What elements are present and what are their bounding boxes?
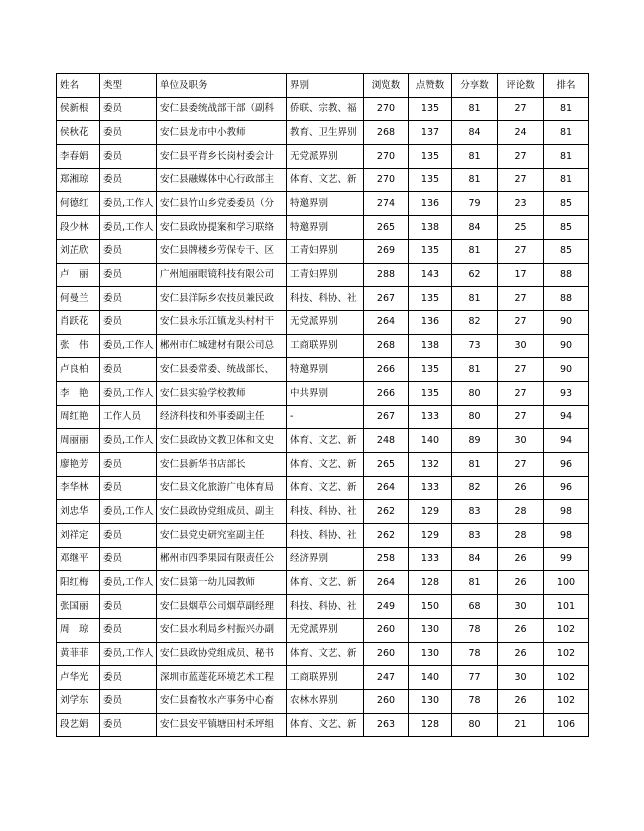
cell-sector: 经济界别 [287, 547, 364, 571]
cell-sector: 工青妇界别 [287, 263, 364, 287]
cell-type: 委员,工作人 [100, 192, 157, 216]
table-row [57, 547, 589, 571]
cell-name: 李 艳 [57, 381, 100, 405]
table-row [57, 595, 589, 619]
cell-name: 刘芷欣 [57, 239, 100, 263]
cell-unit-position: 安仁县龙市中小教师 [157, 121, 287, 145]
table-row [57, 642, 589, 666]
cell-rank: 90 [544, 310, 589, 334]
cell-sector: 科技、科协、社 [287, 287, 364, 311]
cell-likes: 130 [409, 689, 452, 713]
cell-comments: 26 [498, 618, 544, 642]
cell-comments: 27 [498, 358, 544, 382]
cell-shares: 81 [452, 168, 498, 192]
table-row [57, 192, 589, 216]
cell-views: 264 [364, 310, 409, 334]
cell-unit-position: 安仁县政协党组成员、秘书 [157, 642, 287, 666]
cell-sector: 体育、文艺、新 [287, 713, 364, 737]
cell-views: 268 [364, 121, 409, 145]
cell-sector: 科技、科协、社 [287, 500, 364, 524]
table-row [57, 358, 589, 382]
cell-rank: 94 [544, 429, 589, 453]
table-row [57, 97, 589, 121]
cell-type: 委员 [100, 287, 157, 311]
cell-unit-position: 深圳市蓝莲花环境艺术工程 [157, 666, 287, 690]
cell-type: 委员 [100, 239, 157, 263]
cell-unit-position: 安仁县委常委、统战部长、 [157, 358, 287, 382]
cell-comments: 30 [498, 429, 544, 453]
cell-unit-position: 安仁县平背乡长岗村委会计 [157, 145, 287, 169]
cell-views: 288 [364, 263, 409, 287]
cell-name: 张国丽 [57, 595, 100, 619]
cell-sector: - [287, 405, 364, 429]
cell-sector: 无党派界别 [287, 310, 364, 334]
cell-shares: 80 [452, 713, 498, 737]
cell-shares: 68 [452, 595, 498, 619]
cell-unit-position: 郴州市四季果园有限责任公 [157, 547, 287, 571]
cell-sector: 中共界别 [287, 381, 364, 405]
cell-views: 270 [364, 145, 409, 169]
cell-comments: 26 [498, 547, 544, 571]
table-row [57, 145, 589, 169]
cell-rank: 93 [544, 381, 589, 405]
cell-sector: 特邀界别 [287, 358, 364, 382]
cell-rank: 81 [544, 121, 589, 145]
cell-likes: 133 [409, 476, 452, 500]
header-comments: 评论数 [498, 74, 544, 98]
cell-shares: 84 [452, 216, 498, 240]
cell-comments: 26 [498, 571, 544, 595]
cell-unit-position: 安仁县安平镇塘田村禾坪组 [157, 713, 287, 737]
cell-likes: 135 [409, 145, 452, 169]
header-unit-position: 单位及职务 [157, 74, 287, 98]
cell-likes: 133 [409, 405, 452, 429]
cell-views: 260 [364, 642, 409, 666]
cell-type: 委员 [100, 453, 157, 477]
cell-rank: 81 [544, 168, 589, 192]
cell-views: 266 [364, 358, 409, 382]
cell-unit-position: 安仁县政协提案和学习联络 [157, 216, 287, 240]
cell-type: 委员,工作人 [100, 500, 157, 524]
cell-comments: 25 [498, 216, 544, 240]
cell-comments: 27 [498, 310, 544, 334]
table-row [57, 713, 589, 737]
cell-rank: 101 [544, 595, 589, 619]
cell-unit-position: 安仁县委统战部干部（副科 [157, 97, 287, 121]
cell-sector: 特邀界别 [287, 192, 364, 216]
cell-type: 委员 [100, 595, 157, 619]
cell-shares: 77 [452, 666, 498, 690]
cell-likes: 135 [409, 358, 452, 382]
cell-shares: 89 [452, 429, 498, 453]
cell-type: 委员 [100, 263, 157, 287]
cell-shares: 79 [452, 192, 498, 216]
cell-name: 卢 丽 [57, 263, 100, 287]
cell-views: 247 [364, 666, 409, 690]
cell-likes: 138 [409, 216, 452, 240]
cell-shares: 83 [452, 524, 498, 548]
cell-type: 委员,工作人 [100, 334, 157, 358]
cell-likes: 143 [409, 263, 452, 287]
cell-rank: 102 [544, 689, 589, 713]
cell-name: 周红艳 [57, 405, 100, 429]
table-row [57, 121, 589, 145]
cell-type: 委员,工作人 [100, 571, 157, 595]
cell-shares: 83 [452, 500, 498, 524]
cell-likes: 135 [409, 168, 452, 192]
cell-unit-position: 安仁县牌楼乡劳保专干、区 [157, 239, 287, 263]
cell-likes: 138 [409, 334, 452, 358]
table-row [57, 524, 589, 548]
table-row [57, 287, 589, 311]
cell-name: 刘学东 [57, 689, 100, 713]
cell-unit-position: 安仁县竹山乡党委委员（分 [157, 192, 287, 216]
cell-comments: 28 [498, 524, 544, 548]
cell-rank: 81 [544, 145, 589, 169]
cell-likes: 136 [409, 310, 452, 334]
cell-shares: 82 [452, 476, 498, 500]
cell-name: 廖艳芳 [57, 453, 100, 477]
table-row [57, 168, 589, 192]
cell-sector: 教育、卫生界别 [287, 121, 364, 145]
cell-name: 段艺娟 [57, 713, 100, 737]
ranking-sheet [56, 73, 589, 737]
table-row [57, 216, 589, 240]
cell-shares: 81 [452, 145, 498, 169]
cell-views: 264 [364, 571, 409, 595]
cell-likes: 140 [409, 666, 452, 690]
cell-type: 委员 [100, 547, 157, 571]
cell-unit-position: 安仁县洋际乡农技员兼民政 [157, 287, 287, 311]
cell-shares: 81 [452, 239, 498, 263]
cell-shares: 82 [452, 310, 498, 334]
cell-comments: 24 [498, 121, 544, 145]
cell-rank: 94 [544, 405, 589, 429]
cell-rank: 81 [544, 97, 589, 121]
cell-comments: 27 [498, 239, 544, 263]
cell-views: 265 [364, 453, 409, 477]
cell-likes: 135 [409, 239, 452, 263]
cell-name: 卢华光 [57, 666, 100, 690]
cell-likes: 135 [409, 97, 452, 121]
table-row [57, 453, 589, 477]
header-type: 类型 [100, 74, 157, 98]
cell-comments: 17 [498, 263, 544, 287]
cell-sector: 农林水界别 [287, 689, 364, 713]
cell-views: 260 [364, 689, 409, 713]
cell-comments: 28 [498, 500, 544, 524]
cell-unit-position: 经济科技和外事委副主任 [157, 405, 287, 429]
cell-name: 邓继平 [57, 547, 100, 571]
cell-shares: 84 [452, 547, 498, 571]
table-row [57, 429, 589, 453]
cell-views: 248 [364, 429, 409, 453]
cell-shares: 81 [452, 571, 498, 595]
cell-rank: 90 [544, 334, 589, 358]
cell-name: 何德红 [57, 192, 100, 216]
cell-unit-position: 安仁县永乐江镇龙头村村干 [157, 310, 287, 334]
table-header-row [57, 74, 589, 98]
cell-type: 委员 [100, 310, 157, 334]
cell-likes: 129 [409, 500, 452, 524]
cell-views: 270 [364, 97, 409, 121]
cell-comments: 26 [498, 476, 544, 500]
cell-views: 265 [364, 216, 409, 240]
cell-name: 肖跃花 [57, 310, 100, 334]
cell-sector: 侨联、宗教、福 [287, 97, 364, 121]
cell-comments: 30 [498, 595, 544, 619]
table-row [57, 476, 589, 500]
cell-name: 张 伟 [57, 334, 100, 358]
cell-name: 李华林 [57, 476, 100, 500]
cell-unit-position: 安仁县新华书店部长 [157, 453, 287, 477]
cell-rank: 90 [544, 358, 589, 382]
cell-comments: 30 [498, 666, 544, 690]
cell-views: 269 [364, 239, 409, 263]
cell-unit-position: 安仁县畜牧水产事务中心畜 [157, 689, 287, 713]
cell-comments: 26 [498, 689, 544, 713]
cell-name: 侯新根 [57, 97, 100, 121]
cell-name: 李春娟 [57, 145, 100, 169]
table-row [57, 405, 589, 429]
cell-type: 委员 [100, 618, 157, 642]
cell-views: 274 [364, 192, 409, 216]
cell-sector: 科技、科协、社 [287, 524, 364, 548]
cell-sector: 科技、科协、社 [287, 595, 364, 619]
cell-rank: 98 [544, 500, 589, 524]
cell-views: 267 [364, 287, 409, 311]
cell-rank: 85 [544, 239, 589, 263]
cell-rank: 96 [544, 453, 589, 477]
cell-type: 委员,工作人 [100, 642, 157, 666]
cell-type: 委员 [100, 358, 157, 382]
cell-name: 刘忠华 [57, 500, 100, 524]
cell-views: 266 [364, 381, 409, 405]
table-row [57, 689, 589, 713]
header-likes: 点赞数 [409, 74, 452, 98]
header-views: 浏览数 [364, 74, 409, 98]
header-rank: 排名 [544, 74, 589, 98]
cell-rank: 102 [544, 642, 589, 666]
cell-unit-position: 安仁县党史研究室副主任 [157, 524, 287, 548]
cell-shares: 84 [452, 121, 498, 145]
cell-likes: 135 [409, 287, 452, 311]
cell-comments: 27 [498, 405, 544, 429]
cell-unit-position: 安仁县融媒体中心行政部主 [157, 168, 287, 192]
cell-comments: 30 [498, 334, 544, 358]
cell-likes: 132 [409, 453, 452, 477]
cell-name: 刘祥定 [57, 524, 100, 548]
cell-name: 周丽丽 [57, 429, 100, 453]
table-row [57, 310, 589, 334]
cell-sector: 工商联界别 [287, 666, 364, 690]
cell-name: 侯秋花 [57, 121, 100, 145]
cell-sector: 体育、文艺、新 [287, 429, 364, 453]
cell-views: 260 [364, 618, 409, 642]
cell-views: 258 [364, 547, 409, 571]
cell-type: 委员 [100, 524, 157, 548]
cell-rank: 106 [544, 713, 589, 737]
table-row [57, 381, 589, 405]
cell-shares: 80 [452, 381, 498, 405]
cell-sector: 体育、文艺、新 [287, 476, 364, 500]
cell-sector: 体育、文艺、新 [287, 642, 364, 666]
cell-likes: 130 [409, 618, 452, 642]
cell-unit-position: 广州旭丽眼镜科技有限公司 [157, 263, 287, 287]
cell-name: 周 琼 [57, 618, 100, 642]
cell-type: 委员 [100, 666, 157, 690]
cell-rank: 96 [544, 476, 589, 500]
cell-likes: 128 [409, 571, 452, 595]
cell-type: 委员 [100, 97, 157, 121]
table-row [57, 666, 589, 690]
cell-unit-position: 安仁县水利局乡村振兴办副 [157, 618, 287, 642]
cell-likes: 128 [409, 713, 452, 737]
cell-shares: 81 [452, 97, 498, 121]
cell-shares: 81 [452, 287, 498, 311]
cell-unit-position: 安仁县实验学校教师 [157, 381, 287, 405]
table-row [57, 263, 589, 287]
cell-sector: 体育、文艺、新 [287, 571, 364, 595]
cell-comments: 21 [498, 713, 544, 737]
cell-likes: 137 [409, 121, 452, 145]
table-row [57, 334, 589, 358]
cell-views: 262 [364, 500, 409, 524]
cell-likes: 140 [409, 429, 452, 453]
cell-shares: 81 [452, 453, 498, 477]
cell-likes: 129 [409, 524, 452, 548]
cell-likes: 150 [409, 595, 452, 619]
cell-unit-position: 郴州市仁城建材有限公司总 [157, 334, 287, 358]
cell-type: 委员 [100, 145, 157, 169]
cell-unit-position: 安仁县文化旅游广电体育局 [157, 476, 287, 500]
cell-comments: 26 [498, 642, 544, 666]
header-name: 姓名 [57, 74, 100, 98]
cell-unit-position: 安仁县烟草公司烟草副经理 [157, 595, 287, 619]
header-shares: 分享数 [452, 74, 498, 98]
cell-rank: 98 [544, 524, 589, 548]
table-row [57, 239, 589, 263]
cell-likes: 130 [409, 642, 452, 666]
cell-type: 委员 [100, 713, 157, 737]
cell-shares: 78 [452, 689, 498, 713]
table-row [57, 500, 589, 524]
cell-views: 262 [364, 524, 409, 548]
cell-type: 委员 [100, 168, 157, 192]
cell-shares: 78 [452, 618, 498, 642]
cell-comments: 23 [498, 192, 544, 216]
cell-rank: 88 [544, 263, 589, 287]
cell-type: 工作人员 [100, 405, 157, 429]
cell-comments: 27 [498, 168, 544, 192]
header-sector: 界别 [287, 74, 364, 98]
cell-sector: 体育、文艺、新 [287, 168, 364, 192]
cell-shares: 73 [452, 334, 498, 358]
cell-shares: 78 [452, 642, 498, 666]
cell-shares: 62 [452, 263, 498, 287]
cell-type: 委员 [100, 689, 157, 713]
cell-sector: 无党派界别 [287, 145, 364, 169]
cell-comments: 27 [498, 453, 544, 477]
table-row [57, 571, 589, 595]
cell-type: 委员 [100, 121, 157, 145]
table-row [57, 618, 589, 642]
ranking-table [56, 73, 589, 737]
cell-unit-position: 安仁县第一幼儿园教师 [157, 571, 287, 595]
cell-name: 黄菲菲 [57, 642, 100, 666]
cell-sector: 工商联界别 [287, 334, 364, 358]
cell-views: 264 [364, 476, 409, 500]
cell-likes: 135 [409, 381, 452, 405]
cell-rank: 102 [544, 618, 589, 642]
cell-comments: 27 [498, 97, 544, 121]
cell-name: 卢良柏 [57, 358, 100, 382]
cell-comments: 27 [498, 381, 544, 405]
cell-views: 249 [364, 595, 409, 619]
cell-rank: 85 [544, 216, 589, 240]
cell-type: 委员,工作人 [100, 429, 157, 453]
cell-comments: 27 [498, 145, 544, 169]
cell-rank: 99 [544, 547, 589, 571]
cell-shares: 81 [452, 358, 498, 382]
cell-likes: 133 [409, 547, 452, 571]
cell-likes: 136 [409, 192, 452, 216]
cell-views: 267 [364, 405, 409, 429]
cell-rank: 100 [544, 571, 589, 595]
cell-rank: 102 [544, 666, 589, 690]
cell-views: 263 [364, 713, 409, 737]
cell-sector: 特邀界别 [287, 216, 364, 240]
cell-sector: 工青妇界别 [287, 239, 364, 263]
cell-type: 委员 [100, 476, 157, 500]
cell-type: 委员,工作人 [100, 216, 157, 240]
cell-views: 268 [364, 334, 409, 358]
cell-rank: 88 [544, 287, 589, 311]
cell-type: 委员,工作人 [100, 381, 157, 405]
cell-unit-position: 安仁县政协党组成员、副主 [157, 500, 287, 524]
cell-views: 270 [364, 168, 409, 192]
cell-shares: 80 [452, 405, 498, 429]
cell-sector: 无党派界别 [287, 618, 364, 642]
cell-unit-position: 安仁县政协文教卫体和文史 [157, 429, 287, 453]
cell-name: 段少林 [57, 216, 100, 240]
cell-name: 郑湘琼 [57, 168, 100, 192]
cell-name: 何曼兰 [57, 287, 100, 311]
cell-sector: 体育、文艺、新 [287, 453, 364, 477]
cell-name: 阳红梅 [57, 571, 100, 595]
cell-comments: 27 [498, 287, 544, 311]
cell-rank: 85 [544, 192, 589, 216]
